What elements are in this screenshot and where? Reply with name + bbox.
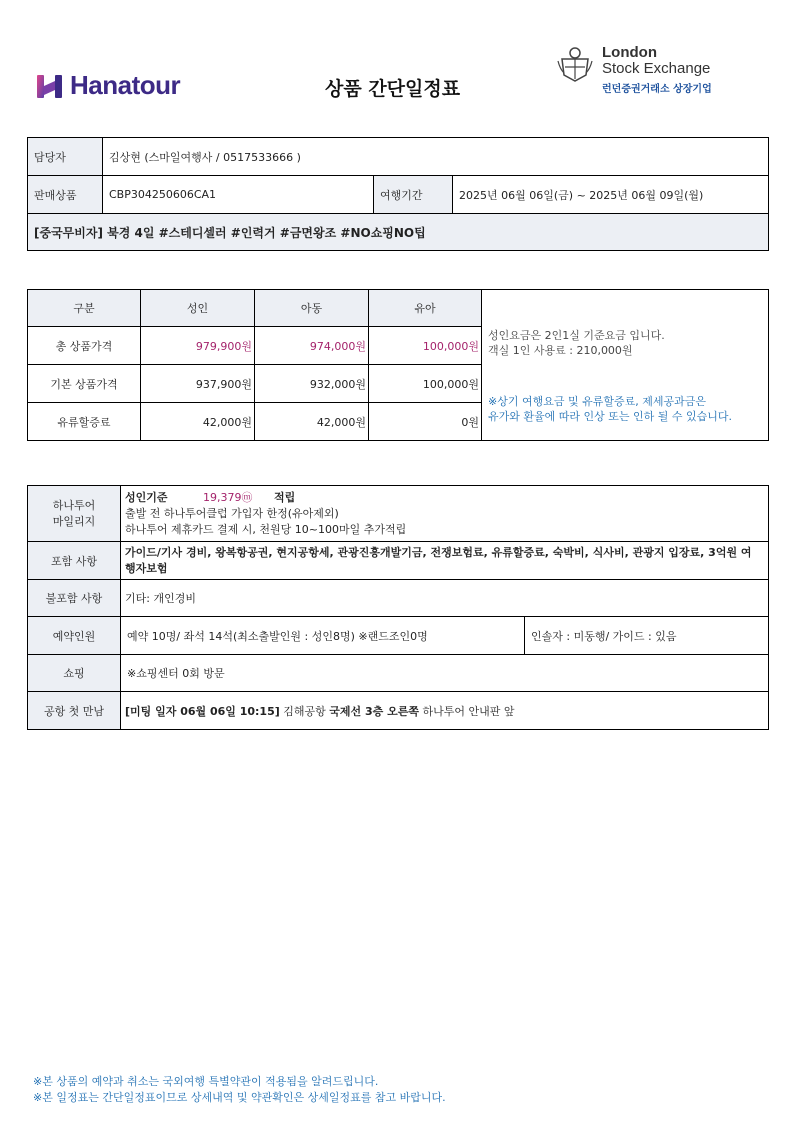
include-label: 포함 사항 [28, 542, 121, 580]
product-label: 판매상품 [28, 176, 103, 214]
booking-value: 예약 10명/ 좌석 14석(최소출발인원 : 성인8명) ※랜드조인0명 [121, 617, 525, 655]
mileage-label-line2: 마일리지 [52, 514, 96, 528]
price-child: 974,000원 [255, 327, 369, 365]
footer-note-1: ※본 상품의 예약과 취소는 국외여행 특별약관이 적용됨을 알려드립니다. [33, 1075, 379, 1088]
price-child: 932,000원 [255, 365, 369, 403]
exclude-value: 기타: 개인경비 [121, 580, 769, 617]
price-note-3: ※상기 여행요금 및 유류할증료, 제세공과금은 [488, 395, 706, 408]
manager-label: 담당자 [28, 138, 103, 176]
shopping-label: 쇼핑 [28, 655, 121, 692]
lse-line1: London [602, 44, 657, 61]
mileage-earn: 적립 [274, 490, 296, 504]
airport-label: 공항 첫 만남 [28, 692, 121, 730]
mileage-label [28, 486, 121, 542]
price-header-adult: 성인 [141, 290, 255, 327]
mileage-line2: 출발 전 하나투어클럽 가입자 한정(유아제외) [125, 506, 339, 520]
product-name: [중국무비자] 북경 4일 #스테디셀러 #인력거 #금면왕조 #NO쇼핑NO팁 [28, 214, 769, 251]
price-notes [482, 290, 769, 441]
escort-value: 인솔자 : 미동행/ 가이드 : 있음 [525, 617, 769, 655]
price-row-label: 유류할증료 [28, 403, 141, 441]
price-header-type: 구분 [28, 290, 141, 327]
page-title: 상품 간단일정표 [325, 78, 461, 100]
price-table [27, 289, 769, 441]
price-child: 42,000원 [255, 403, 369, 441]
price-infant: 100,000원 [369, 365, 482, 403]
lse-logo [556, 45, 712, 95]
details-table [27, 485, 769, 730]
price-infant: 0원 [369, 403, 482, 441]
price-adult: 937,900원 [141, 365, 255, 403]
crest-icon [556, 45, 594, 83]
airport-location: 국제선 3층 오른쪽 [329, 704, 419, 718]
price-row-label: 총 상품가격 [28, 327, 141, 365]
price-note-2: 객실 1인 사용료 : 210,000원 [488, 344, 633, 357]
price-note-4: 유가와 환율에 따라 인상 또는 인하 될 수 있습니다. [488, 410, 732, 423]
hanatour-logo [36, 70, 180, 101]
product-code: CBP304250606CA1 [103, 176, 374, 214]
hanatour-logo-text: Hanatour [70, 70, 181, 100]
mileage-line3: 하나투어 제휴카드 결제 시, 천원당 10~100마일 추가적립 [125, 522, 407, 536]
info-table [27, 137, 769, 251]
manager-value: 김상현 (스마일여행사 / 0517533666 ) [103, 138, 769, 176]
period-value: 2025년 06월 06일(금) ~ 2025년 06월 09일(월) [453, 176, 769, 214]
footer-note-2: ※본 일정표는 간단일정표이므로 상세내역 및 약관확인은 상세일정표를 참고 바랍니다. [33, 1091, 446, 1104]
footer-notes [33, 1074, 446, 1106]
airport-meeting-time: [미팅 일자 06월 06일 10:15] [125, 704, 280, 718]
airport-text-1: 김해공항 [279, 704, 330, 718]
mileage-value [121, 486, 769, 542]
price-note-1: 성인요금은 2인1실 기준요금 입니다. [488, 329, 665, 342]
lse-line2: Stock Exchange [602, 60, 711, 77]
price-header-infant: 유아 [369, 290, 482, 327]
mileage-amount: 19,379ⓜ [203, 490, 253, 504]
exclude-label: 불포함 사항 [28, 580, 121, 617]
airport-text-2: 하나투어 안내판 앞 [418, 704, 515, 718]
price-row-label: 기본 상품가격 [28, 365, 141, 403]
mileage-basis: 성인기준 [125, 490, 168, 504]
price-infant: 100,000원 [369, 327, 482, 365]
period-label: 여행기간 [374, 176, 453, 214]
price-header-child: 아동 [255, 290, 369, 327]
lse-subtitle: 런던증권거래소 상장기업 [602, 84, 712, 95]
booking-label: 예약인원 [28, 617, 121, 655]
airport-value [121, 692, 769, 730]
shopping-value: ※쇼핑센터 0회 방문 [121, 655, 769, 692]
include-value: 가이드/기사 경비, 왕복항공권, 현지공항세, 관광진흥개발기금, 전쟁보험료, 유류할증료, 숙박비, 식사비, 관광지 입장료, 3억원 여행자보험 [121, 542, 769, 580]
mileage-label-line1: 하나투어 [52, 498, 96, 512]
price-adult: 979,900원 [141, 327, 255, 365]
hanatour-logo-icon [36, 72, 64, 100]
price-adult: 42,000원 [141, 403, 255, 441]
